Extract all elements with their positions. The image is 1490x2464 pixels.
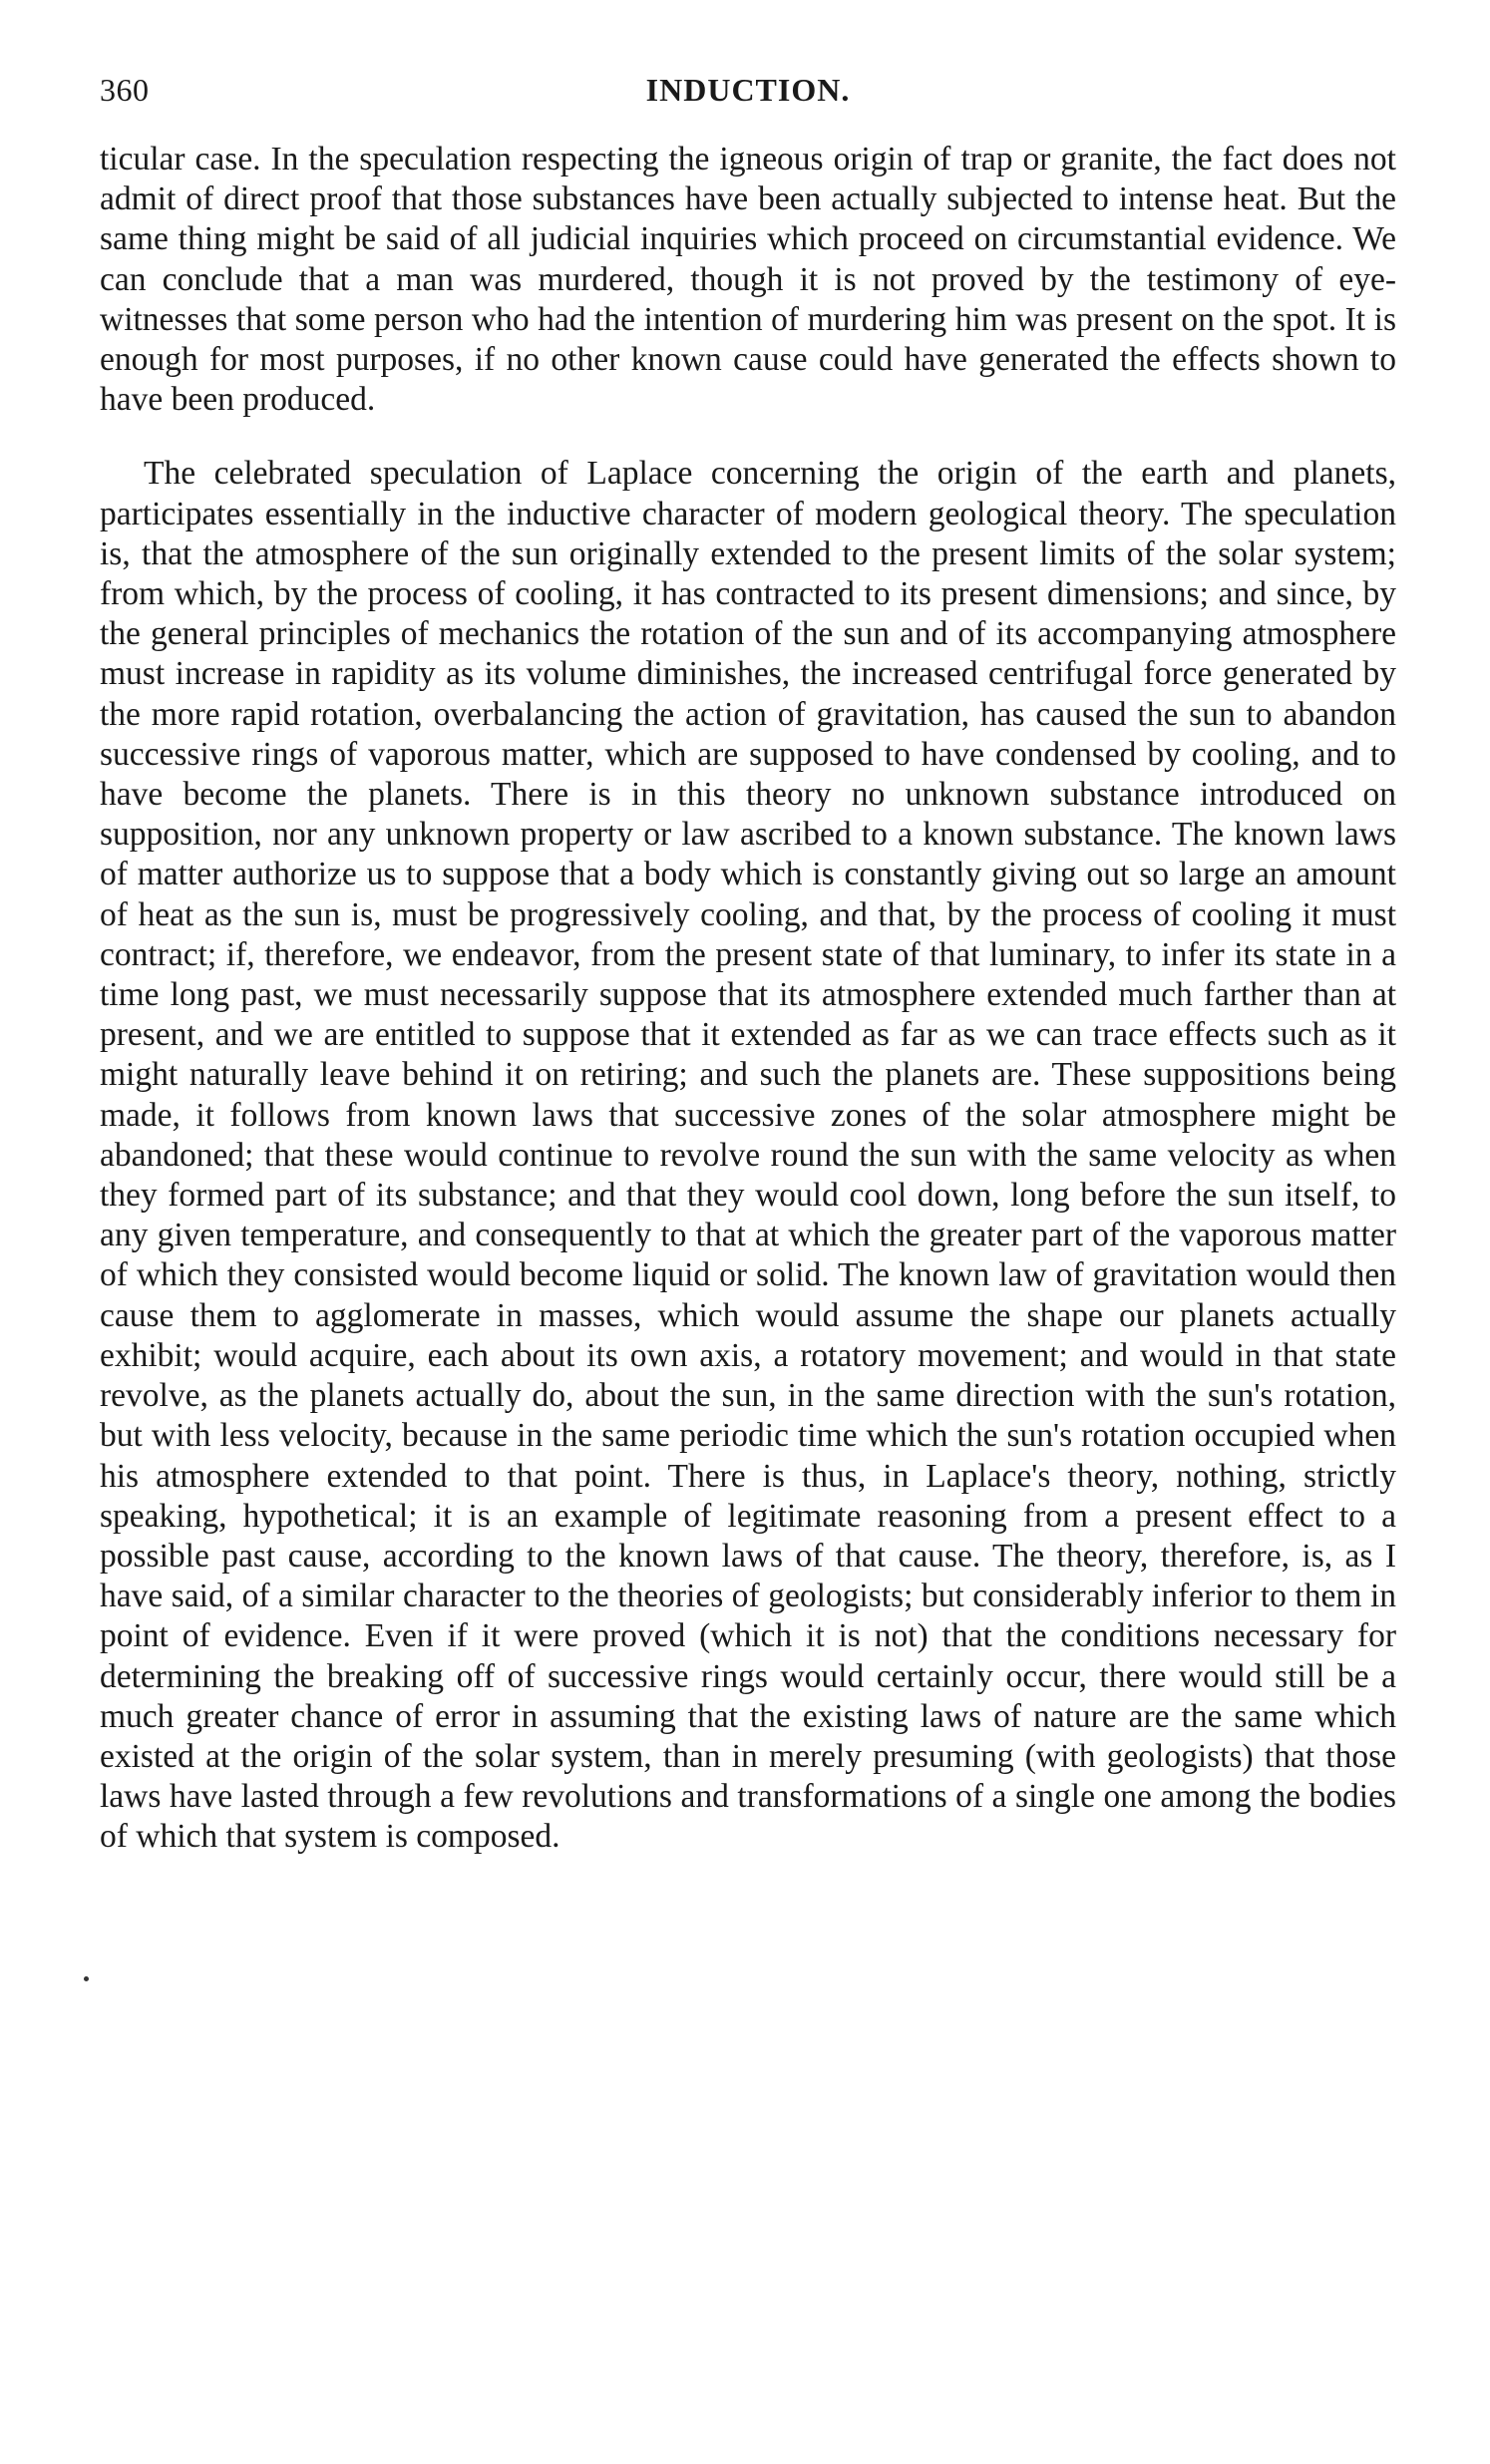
page-number: 360: [100, 72, 150, 108]
paragraph: The celebrated speculation of Laplace concerning the origin of the earth and planets, participates essentially in the inductive character of modern geological theory. The speculation is, that the atmosphere of the sun originally extended to the present limits of the solar system; from which, by the process of cooling, it has contracted to its present dimensions; and since, by the general principles of mechanics the rotation of the sun and of its accompanying atmosphere must increase in rapidity as its volume diminishes, the increased centrifugal force generated by the more rapid rotation, overbalancing the action of gravitation, has caused the sun to abandon successive rings of vaporous matter, which are supposed to have condensed by cooling, and to have become the planets. There is in this theory no unknown substance introduced on supposition, nor any unknown property or law ascribed to a known substance. The known laws of matter authorize us to suppose that a body which is constantly giving out so large an amount of heat as the sun is, must be progressively cooling, and that, by the process of cooling it must contract; if, therefore, we endeavor, from the present state of that luminary, to infer its state in a time long past, we must necessarily suppose that its atmosphere extended much farther than at present, and we are entitled to suppose that it extended as far as we can trace effects such as it might naturally leave behind it on retiring; and such the planets are. These suppositions being made, it follows from known laws that successive zones of the solar atmosphere might be abandoned; that these would continue to revolve round the sun with the same velocity as when they formed part of its substance; and that they would cool down, long before the sun itself, to any given temperature, and consequently to that at which the greater part of the vaporous matter of which they consisted would become liquid or solid. The known law of gravitation would then cause them to agglomerate in masses, which would assume the shape our planets actually exhibit; would acquire, each about its own axis, a rotatory movement; and would in that state revolve, as the planets actually do, about the sun, in the same direction with the sun's rotation, but with less velocity, because in the same periodic time which the sun's rotation occupied when his atmosphere extended to that point. There is thus, in Laplace's theory, nothing, strictly speaking, hypothetical; it is an example of legitimate reasoning from a present effect to a possible past cause, according to the known laws of that cause. The theory, therefore, is, as I have said, of a similar character to the theories of geologists; but considerably inferior to them in point of evidence. Even if it were proved (which it is not) that the conditions necessary for determining the breaking off of successive rings would certainly occur, there would still be a much greater chance of error in assuming that the existing laws of nature are the same which existed at the origin of the solar system, than in merely presuming (with geologists) that those laws have lasted through a few revolutions and transformations of a single one among the bodies of which that system is composed.: [100, 455, 1396, 1856]
body-text: [100, 140, 1396, 1858]
running-title: INDUCTION.: [645, 72, 851, 108]
running-head: [100, 72, 1396, 122]
paragraph: ticular case. In the speculation respecting the igneous origin of trap or granite, the fact does not admit of direct proof that those substances have been actually subjected to intense heat. But the same thing might be said of all judicial inquiries which proceed on circumstantial evidence. We can conclude that a man was murdered, though it is not proved by the testimony of eye-witnesses that some person who had the intention of murdering him was present on the spot. It is enough for most purposes, if no other known cause could have generated the effects shown to have been produced.: [100, 141, 1396, 419]
margin-mark: [84, 1976, 89, 1981]
